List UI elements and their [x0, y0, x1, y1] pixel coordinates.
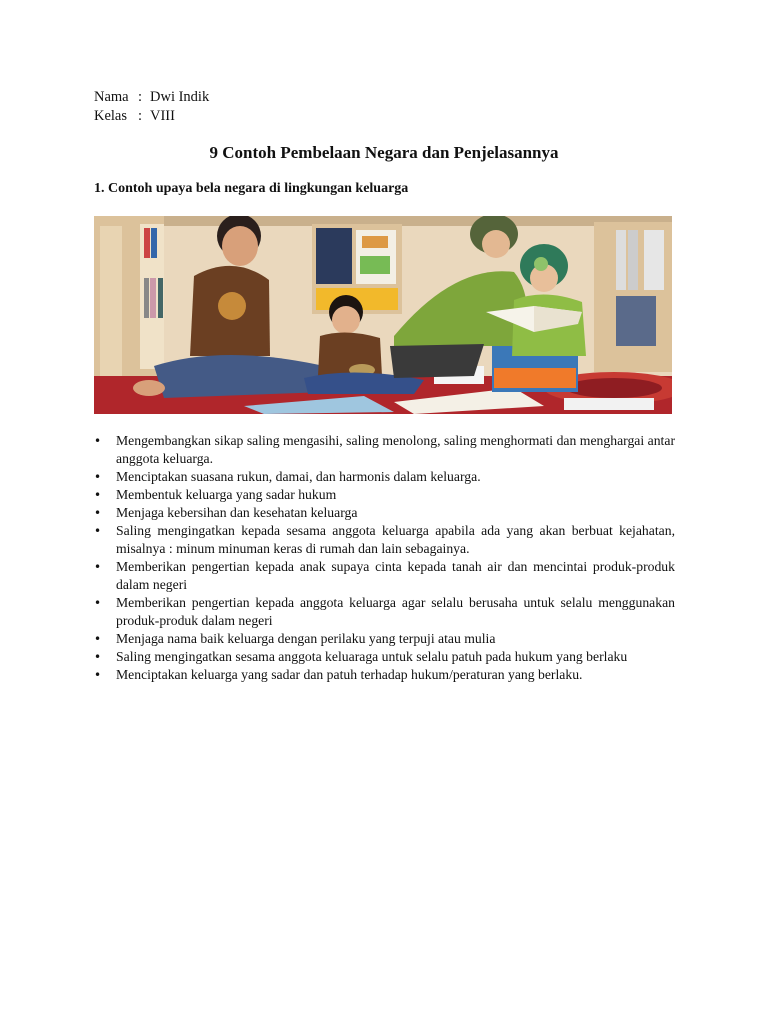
family-reading-photo	[94, 216, 672, 414]
list-item	[94, 594, 675, 630]
class-row	[94, 107, 209, 126]
section-heading: 1. Contoh upaya bela negara di lingkungan keluarga	[94, 181, 409, 196]
list-item	[94, 432, 675, 468]
bullet-icon: •	[94, 434, 102, 448]
list-item-text: Menjaga kebersihan dan kesehatan keluarga	[116, 505, 358, 520]
class-label: Kelas	[94, 108, 128, 124]
bullet-icon: •	[94, 506, 102, 520]
list-item	[94, 522, 675, 558]
bullet-icon: •	[94, 632, 102, 646]
list-item	[94, 666, 675, 684]
family-defense-list	[94, 432, 675, 684]
name-label: Nama	[94, 89, 129, 105]
bullet-icon: •	[94, 668, 102, 682]
name-value: Dwi Indik	[150, 89, 210, 105]
student-info	[94, 88, 209, 126]
list-item-text: Menciptakan keluarga yang sadar dan patuh terhadap hukum/peraturan yang berlaku.	[116, 667, 583, 682]
list-item-text: Menciptakan suasana rukun, damai, dan harmonis dalam keluarga.	[116, 469, 481, 484]
name-separator: :	[138, 89, 143, 105]
list-item	[94, 468, 675, 486]
class-value: VIII	[150, 108, 175, 124]
bullet-icon: •	[94, 524, 102, 538]
list-item-text: Saling mengingatkan sesama anggota keluaraga untuk selalu patuh pada hukum yang berlaku	[116, 649, 628, 664]
bullet-icon: •	[94, 650, 102, 664]
bullet-icon: •	[94, 560, 102, 574]
document-title: 9 Contoh Pembelaan Negara dan Penjelasannya	[209, 143, 559, 162]
list-item	[94, 504, 675, 522]
list-item	[94, 486, 675, 504]
list-item-text: Saling mengingatkan kepada sesama anggota keluarga apabila ada yang akan berbuat kejahatan, misalnya : minum minuman keras di rumah dan lain sebagainya.	[116, 523, 675, 556]
class-separator: :	[138, 108, 143, 124]
name-row	[94, 88, 209, 107]
list-item-text: Memberikan pengertian kepada anak supaya cinta kepada tanah air dan mencintai produk-produk dalam negeri	[116, 559, 675, 592]
list-item-text: Menjaga nama baik keluarga dengan perilaku yang terpuji atau mulia	[116, 631, 496, 646]
bullet-icon: •	[94, 470, 102, 484]
list-item	[94, 558, 675, 594]
bullet-icon: •	[94, 596, 102, 610]
list-item-text: Mengembangkan sikap saling mengasihi, saling menolong, saling menghormati dan menghargai antar anggota keluarga.	[116, 433, 675, 466]
list-item	[94, 648, 675, 666]
list-item-text: Membentuk keluarga yang sadar hukum	[116, 487, 337, 502]
list-item-text: Memberikan pengertian kepada anggota keluarga agar selalu berusaha untuk selalu menggunakan produk-produk dalam negeri	[116, 595, 675, 628]
bullet-icon: •	[94, 488, 102, 502]
list-item	[94, 630, 675, 648]
